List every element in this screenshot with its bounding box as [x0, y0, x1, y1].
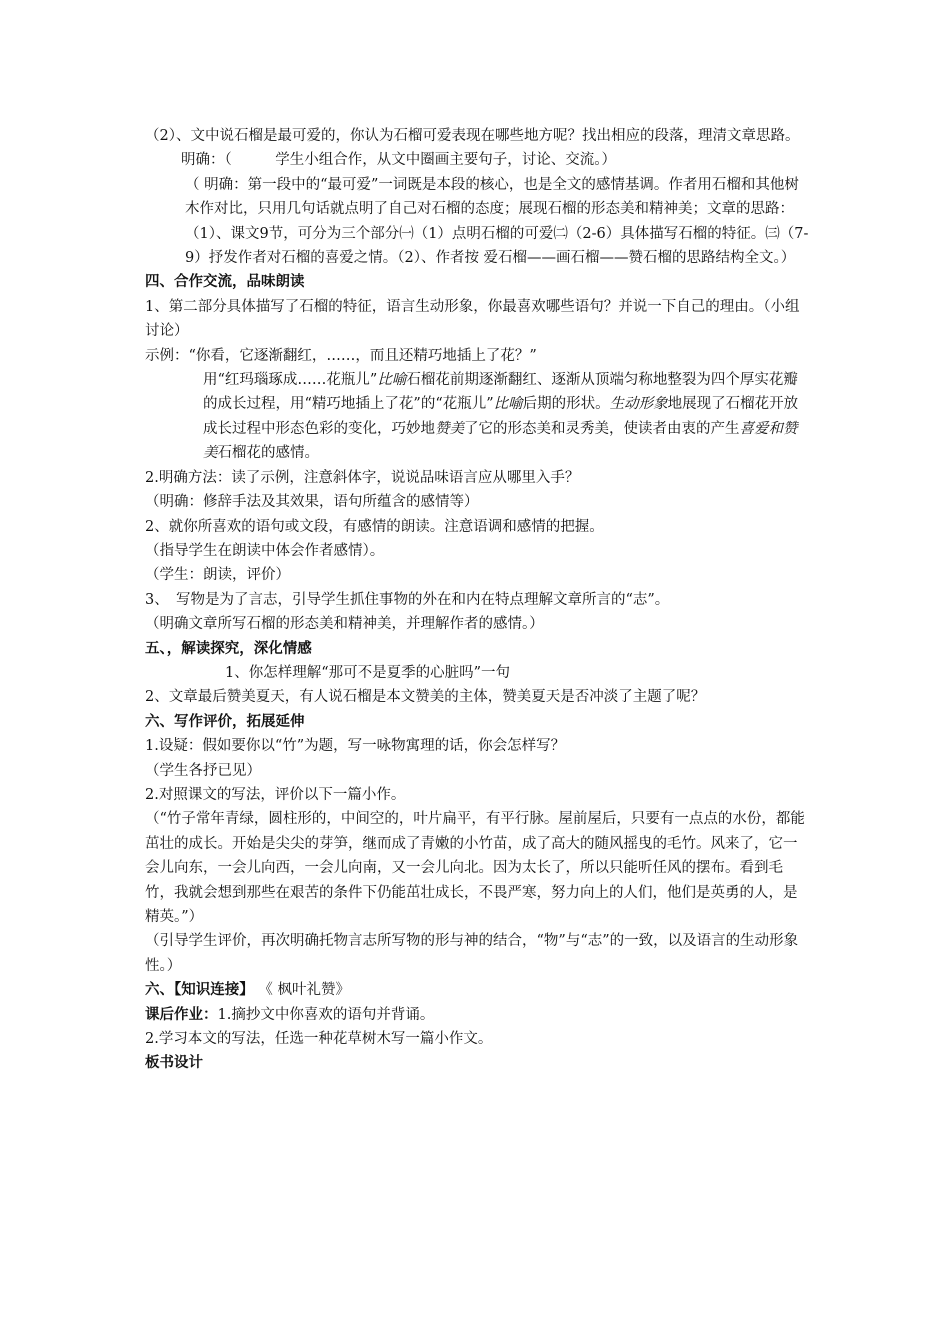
analysis-italic: 比喻	[377, 372, 407, 389]
section4-read: 2、就你所喜欢的语句或文段，有感情的朗读。注意语调和感情的把握。	[145, 518, 604, 535]
section4-guide: （指导学生在朗读中体会作者感情）。	[145, 542, 385, 559]
analysis-text: 了它的形态美和灵秀美，使读者由衷的产生	[464, 420, 740, 437]
section6-guide: （引导学生评价，再次明确托物言志所写物的形与神的结合，“物”与“志”的一致，以及语言的生动形象性。）	[145, 933, 799, 974]
analysis-italic: 喜爱和赞美	[203, 420, 798, 462]
section4-student: （学生：朗读，评价）	[145, 567, 290, 584]
homework-label: 课后作业：	[145, 1005, 218, 1023]
analysis-text: 后期的形状。	[522, 396, 610, 413]
homework-item-2: 2.学习本文的写法，任选一种花草树木写一篇小作文。	[145, 1031, 493, 1048]
section6-item-2: 2.对照课文的写法，评价以下一篇小作。	[145, 786, 406, 803]
document-body	[145, 124, 810, 1076]
homework-line	[145, 1003, 810, 1027]
knowledge-link-heading: 六、【知识连接】	[145, 981, 254, 999]
homework-item-1: 1.摘抄文中你喜欢的语句并背诵。	[217, 1006, 435, 1023]
section-heading-5: 五、，解读探究，深化情感	[145, 639, 312, 657]
analysis-italic: 赞美	[435, 420, 464, 437]
section4-question-1: 1、第二部分具体描写了石榴的特征，语言生动形象，你最喜欢哪些语句？并说一下自己的理由。（小组讨论）	[145, 298, 800, 340]
section4-method-answer: （明确：修辞手法及其效果，语句所蕴含的感情等）	[145, 494, 479, 511]
section5-item-2: 2、文章最后赞美夏天，有人说石榴是本文赞美的主体，赞美夏天是否冲淡了主题了呢？	[145, 689, 706, 706]
mingque-prompt: 明确：（ 学生小组合作，从文中圈画主要句子，讨论、交流。）	[181, 152, 616, 169]
section4-example: 示例：“你看，它逐渐翻红，……，而且还精巧地插上了花？”	[145, 347, 537, 364]
analysis-text: 石榴花的感情。	[217, 445, 319, 462]
analysis-text: 用“红玛瑙琢成……花瓶儿”	[203, 372, 378, 389]
mingque-answer: （ 明确：第一段中的“最可爱”一词既是本段的核心，也是全文的感情基调。作者用石榴和其他树木作对比，只用几句话就点明了自己对石榴的态度；展现石榴的形态美和精神美；文章的思路： （1）、课文9节，可分为三个部分㈠（1）点明石榴的可爱㈡（2-6）具体描写石榴的特征。㈢（7-9）抒发作者对石榴的喜爱之情。（2）、作者按 爱石榴——画石榴——赞石榴的思路结构全文。）	[185, 176, 809, 267]
section6-item-1: 1.设疑：假如要你以“竹”为题，写一咏物寓理的话，你会怎样写？	[145, 738, 566, 755]
section4-method: 2.明确方法：读了示例，注意斜体字，说说品味语言应从哪里入手？	[145, 469, 580, 486]
knowledge-link-title: 《 枫叶礼赞》	[258, 982, 350, 999]
section6-essay: （“竹子常年青绿，圆柱形的，中间空的，叶片扁平，有平行脉。屋前屋后，只要有一点点的水份，都能茁壮的成长。开始是尖尖的芽笋，继而成了青嫩的小竹苗，成了高大的随风摇曳的毛竹。风来了，它一会儿向东，一会儿向西，一会儿向南，又一会儿向北。因为太长了，所以只能听任风的摆布。看到毛竹，我就会想到那些在艰苦的条件下仍能茁壮成长，不畏严寒，努力向上的人们，他们是英勇的人，是精英。”）	[145, 811, 805, 925]
analysis-italic: 比喻	[493, 396, 523, 413]
section6-item-1-answer: （学生各抒已见）	[145, 762, 261, 779]
analysis-text: 石榴花前期逐渐翻红、逐渐从顶端匀称地整裂为四个厚实花瓣的成长过程，用“精巧地插上了花”的“花瓶儿”	[203, 372, 798, 413]
section5-item-1: 1、你怎样理解“那可不是夏季的心脏吗”一句	[225, 664, 511, 681]
section4-item-3-answer: （明确文章所写石榴的形态美和精神美，并理解作者的感情。）	[145, 616, 544, 633]
question-2: （2）、文中说石榴是最可爱的，你认为石榴可爱表现在哪些地方呢？找出相应的段落，理清文章思路。	[145, 128, 800, 144]
board-design-heading: 板书设计	[145, 1054, 203, 1072]
section4-analysis	[145, 368, 810, 466]
analysis-text: 地展现了石榴花开放成长过程中形态色彩的变化，巧妙地	[203, 396, 799, 437]
analysis-italic: 生动形象	[609, 396, 668, 413]
section-heading-4: 四、合作交流，品味朗读	[145, 273, 305, 291]
section-heading-6: 六、写作评价，拓展延伸	[145, 712, 305, 730]
section4-item-3: 3、 写物是为了言志，引导学生抓住事物的外在和内在特点理解文章所言的“志”。	[145, 591, 670, 608]
section-heading-6b	[145, 978, 810, 1002]
